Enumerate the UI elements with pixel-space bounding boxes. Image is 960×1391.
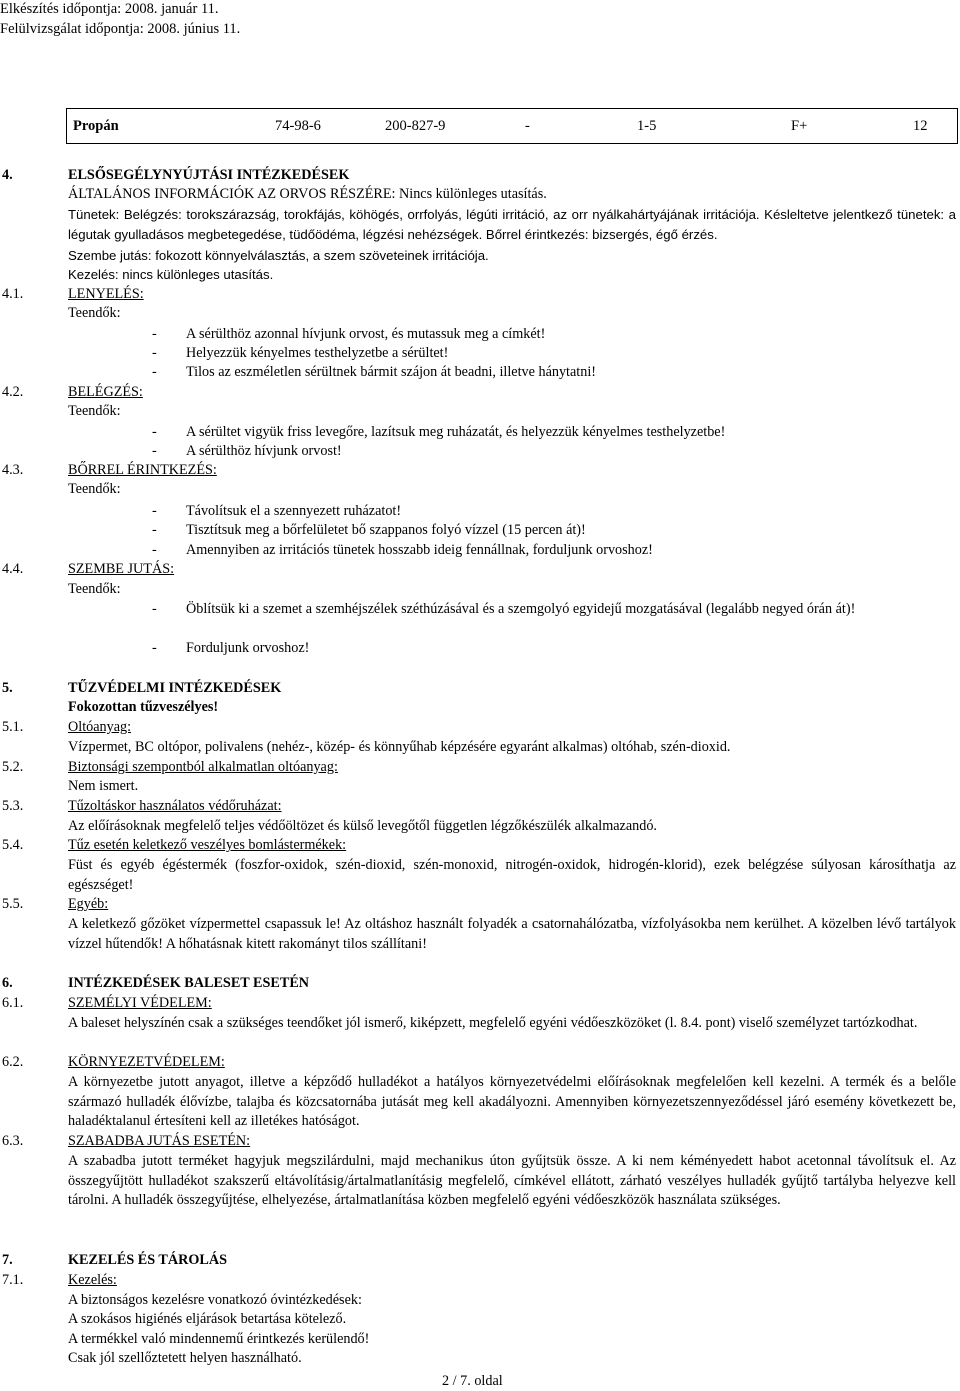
- list-bullet: -: [152, 503, 157, 519]
- treatment-text: Kezelés: nincs különleges utasítás.: [68, 267, 274, 282]
- section-5-3-title: Tűzoltáskor használatos védőruházat:: [68, 798, 282, 814]
- table-row: [67, 109, 958, 144]
- list-item: Távolítsuk el a szennyezett ruházatot!: [186, 503, 402, 519]
- list-bullet: -: [152, 424, 157, 440]
- creation-date: Elkészítés időpontja: 2008. január 11.: [0, 1, 219, 17]
- section-5-4-text: Füst és egyéb égéstermék (foszfor-oxidok, szén-dioxid, szén-monoxid, nitrogén-oxidok, hidrogén-klorid), ezek belégzése súlyosan károsíthatja az egészséget!: [68, 857, 956, 893]
- list-item: Tilos az eszméletlen sérültnek bármit szájon át beadni, illetve hánytatni!: [186, 364, 597, 380]
- list-bullet: -: [152, 345, 157, 361]
- list-bullet: -: [152, 542, 157, 558]
- section-7-number: 7.: [2, 1252, 13, 1268]
- list-item: Tisztítsuk meg a bőrfelületet bő szappanos folyó vízzel (15 percen át)!: [186, 522, 586, 538]
- list-item: Öblítsük ki a szemet a szemhéjszélek széthúzásával és a szemgolyó egyidejű mozgatásával (legalább negyed órán át)!: [186, 601, 856, 617]
- section-6-2-text: A környezetbe jutott anyagot, illetve a képződő hulladékot a hatályos környezetvédelmi előírásoknak megfelelően kell kezelni. A termék és a belőle származó hulladék élővízbe, talajba és közcsatornába jutását meg kell akadályozni. Amennyiben környezetszennyeződéssel járó esemény következett be, haladéktalanul értesíteni kell az illetékes hatóságot.: [68, 1074, 956, 1130]
- section-5-2-title: Biztonsági szempontból alkalmatlan oltóanyag:: [68, 759, 338, 775]
- substance-name: Propán: [73, 117, 119, 134]
- section-6-number: 6.: [2, 975, 13, 991]
- substance-table: [66, 108, 958, 144]
- section-6-1-title: SZEMÉLYI VÉDELEM:: [68, 995, 212, 1011]
- ec-number: 200-827-9: [385, 117, 446, 134]
- tasks-label: Teendők:: [68, 581, 121, 597]
- section-7-1-number: 7.1.: [2, 1272, 24, 1288]
- r-number: 12: [913, 117, 928, 134]
- list-bullet: -: [152, 522, 157, 538]
- list-item: Helyezzük kényelmes testhelyzetbe a sérültet!: [186, 345, 449, 361]
- page-number: 2 / 7. oldal: [442, 1373, 503, 1389]
- section-5-1-text: Vízpermet, BC oltópor, polivalens (nehéz-, közép- és könnyűhab képzésére egyaránt alkalmas) oltóhab, szén-dioxid.: [68, 739, 731, 755]
- section-4-2-title: BELÉGZÉS:: [68, 384, 143, 400]
- eye-symptoms: Szembe jutás: fokozott könnyelválasztás, a szem szöveteinek irritációja.: [68, 248, 489, 263]
- index-number: -: [525, 117, 530, 134]
- list-bullet: -: [152, 601, 157, 617]
- revision-date: Felülvizsgálat időpontja: 2008. június 11.: [0, 21, 241, 37]
- r-phrases: 1-5: [637, 117, 657, 134]
- handling-line: A termékkel való mindennemű érintkezés kerülendő!: [68, 1331, 370, 1347]
- section-4-4-title: SZEMBE JUTÁS:: [68, 561, 175, 577]
- list-item: A sérülthöz hívjunk orvost!: [186, 443, 342, 459]
- tasks-label: Teendők:: [68, 481, 121, 497]
- section-4-1-title: LENYELÉS:: [68, 286, 144, 302]
- section-5-number: 5.: [2, 680, 13, 696]
- section-7-title: KEZELÉS ÉS TÁROLÁS: [68, 1252, 228, 1268]
- section-5-1-number: 5.1.: [2, 719, 24, 735]
- list-item: A sérültet vigyük friss levegőre, lazítsuk meg ruházatát, és helyezzük kényelmes testhelyzetbe!: [186, 424, 726, 440]
- section-5-4-number: 5.4.: [2, 837, 24, 853]
- section-4-title: ELSŐSEGÉLYNYÚJTÁSI INTÉZKEDÉSEK: [68, 167, 350, 183]
- section-4-4-number: 4.4.: [2, 561, 24, 577]
- section-4-3-title: BŐRREL ÉRINTKEZÉS:: [68, 462, 217, 478]
- section-6-title: INTÉZKEDÉSEK BALESET ESETÉN: [68, 975, 310, 991]
- handling-line: A biztonságos kezelésre vonatkozó óvintézkedések:: [68, 1292, 362, 1308]
- doctor-info: ÁLTALÁNOS INFORMÁCIÓK AZ ORVOS RÉSZÉRE: Nincs különleges utasítás.: [68, 186, 547, 202]
- symptoms-text: Tünetek: Belégzés: torokszárazság, torokfájás, köhögés, orrfolyás, légúti irritáció, az orr nyálkahártyájának irritációja. Késleltetve jelentkező tünetek: a légutak gyulladásos megbetegedése, tüdőödéma, légzési nehézségek. Bőrrel érintkezés: bizsergés, égő érzés.: [68, 207, 956, 242]
- list-item: Forduljunk orvoshoz!: [186, 640, 310, 656]
- section-6-3-number: 6.3.: [2, 1133, 24, 1149]
- section-6-3-title: SZABADBA JUTÁS ESETÉN:: [68, 1133, 251, 1149]
- list-bullet: -: [152, 640, 157, 656]
- section-6-1-number: 6.1.: [2, 995, 24, 1011]
- fire-hazard-note: Fokozottan tűzveszélyes!: [68, 699, 219, 715]
- section-5-1-title: Oltóanyag:: [68, 719, 132, 735]
- tasks-label: Teendők:: [68, 403, 121, 419]
- section-5-title: TŰZVÉDELMI INTÉZKEDÉSEK: [68, 680, 282, 696]
- handling-line: Csak jól szellőztetett helyen használható.: [68, 1350, 302, 1366]
- section-6-3-text: A szabadba jutott terméket hagyjuk megszilárdulni, majd mechanikus úton gyűjtsük össze. A ki nem kéményedett habot acetonnal távolítsuk el. Az összegyűjtött hulladékot szakszerű eltávolításig/ártalmatlanításig megfelelő, címkével ellátott, zárható veszélyes hulladék gyűjtő tartályba helyezve kell tárolni. A hulladék összegyűjtése, elhelyezése, ártalmatlanítása közben megfelelő egyéni védőeszközök használata szükséges.: [68, 1153, 956, 1209]
- section-7-1-title: Kezelés:: [68, 1272, 117, 1288]
- section-4-number: 4.: [2, 167, 13, 183]
- section-5-3-number: 5.3.: [2, 798, 24, 814]
- section-4-3-number: 4.3.: [2, 462, 24, 478]
- section-6-2-title: KÖRNYEZETVÉDELEM:: [68, 1054, 225, 1070]
- section-4-2-number: 4.2.: [2, 384, 24, 400]
- section-6-2-number: 6.2.: [2, 1054, 24, 1070]
- list-bullet: -: [152, 326, 157, 342]
- list-item: A sérülthöz azonnal hívjunk orvost, és mutassuk meg a címkét!: [186, 326, 546, 342]
- section-5-2-text: Nem ismert.: [68, 778, 139, 794]
- section-5-5-number: 5.5.: [2, 896, 24, 912]
- handling-line: A szokásos higiénés eljárások betartása kötelező.: [68, 1311, 347, 1327]
- section-4-1-number: 4.1.: [2, 286, 24, 302]
- section-6-1-text: A baleset helyszínén csak a szükséges teendőket jól ismerő, kiképzett, megfelelő egyéni védőeszközöket (l. 8.4. pont) viselő személyzet tartózkodhat.: [68, 1015, 918, 1031]
- list-item: Amennyiben az irritációs tünetek hosszabb ideig fennállnak, forduljunk orvoshoz!: [186, 542, 653, 558]
- section-5-5-text: A keletkező gőzöket vízpermettel csapassuk le! Az oltáshoz használt folyadék a csatornahálózatba, vízfolyásokba nem kerülhet. A közelben lévő tartályok vízzel hűtendők! A hőhatásnak kitett rakományt tilos szállítani!: [68, 916, 956, 952]
- cas-number: 74-98-6: [275, 117, 321, 134]
- section-5-5-title: Egyéb:: [68, 896, 109, 912]
- section-5-2-number: 5.2.: [2, 759, 24, 775]
- section-5-4-title: Tűz esetén keletkező veszélyes bomlástermékek:: [68, 837, 347, 853]
- hazard-symbol: F+: [791, 117, 808, 134]
- list-bullet: -: [152, 364, 157, 380]
- section-5-3-text: Az előírásoknak megfelelő teljes védőöltözet és külső levegőtől független légzőkészülék alkalmazandó.: [68, 818, 657, 834]
- tasks-label: Teendők:: [68, 305, 121, 321]
- list-bullet: -: [152, 443, 157, 459]
